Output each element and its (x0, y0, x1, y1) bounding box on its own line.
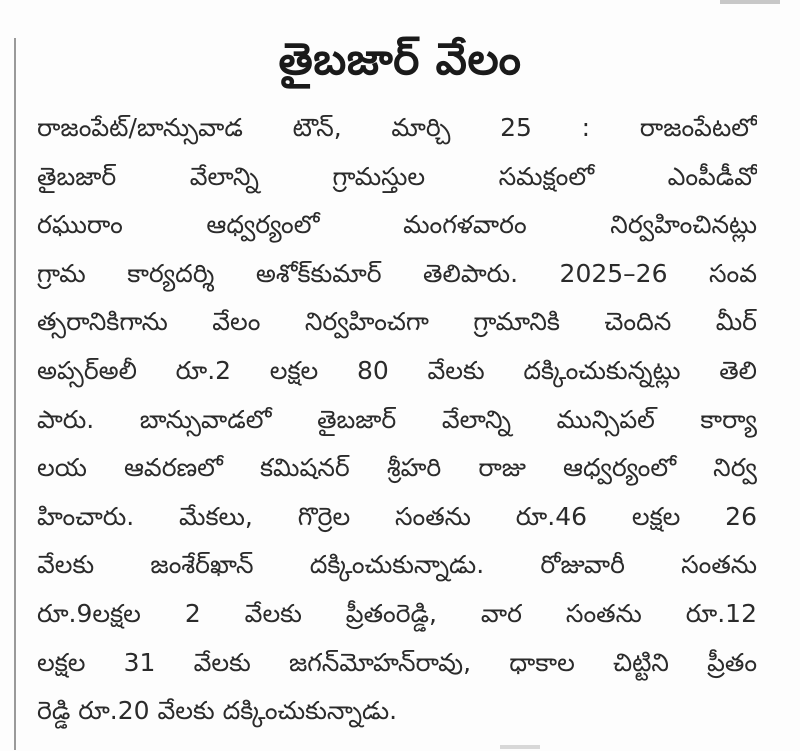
body-line: పారు. బాన్సువాడలో తైబజార్ వేలాన్ని మున్సిపల్ కార్యా (37, 404, 757, 434)
bottom-edge-mark (500, 745, 540, 749)
body-line: త్సరానికిగాను వేలం నిర్వహించగా గ్రామానికి చెందిన మీర్ (37, 307, 757, 337)
body-line: రెడ్డి రూ.20 వేలకు దక్కించుకున్నాడు. (37, 696, 398, 726)
body-line: రూ.9లక్షల 2 వేలకు ప్రీతంరెడ్డి, వార సంతను రూ.12 (37, 598, 757, 628)
body-line: వేలకు జంశేర్‌ఖాన్ దక్కించుకున్నాడు. రోజువారీ సంతను (37, 550, 757, 580)
body-line: గ్రామ కార్యదర్శి అశోక్‌కుమార్ తెలిపారు. 2025–26 సంవ (37, 258, 757, 288)
body-line: అప్సర్‌అలీ రూ.2 లక్షల 80 వేలకు దక్కించుకున్నట్లు తెలి (37, 355, 757, 385)
article-body (37, 104, 757, 736)
body-line: తైబజార్ వేలాన్ని గ్రామస్తుల సమక్షంలో ఎంపీడీవో (37, 161, 757, 191)
body-line: రఘురాం ఆధ్వర్యంలో మంగళవారం నిర్వహించినట్లు (37, 210, 757, 240)
column-divider (14, 38, 16, 750)
body-line: లయ ఆవరణలో కమిషనర్ శ్రీహరి రాజు ఆధ్వర్యంలో నిర్వ (37, 453, 757, 483)
body-line: హించారు. మేకలు, గొర్రెల సంతను రూ.46 లక్షల 26 (37, 501, 757, 531)
top-edge-mark (720, 0, 780, 4)
headline: తైబజార్ వేలం (278, 34, 522, 85)
body-line: రాజంపేట్/బాన్సువాడ టౌన్, మార్చి 25 : రాజంపేటలో (37, 113, 757, 142)
body-line: లక్షల 31 వేలకు జగన్‌మోహన్‌రావు, ధాకాల చిట్టిని ప్రీతం (37, 647, 757, 677)
